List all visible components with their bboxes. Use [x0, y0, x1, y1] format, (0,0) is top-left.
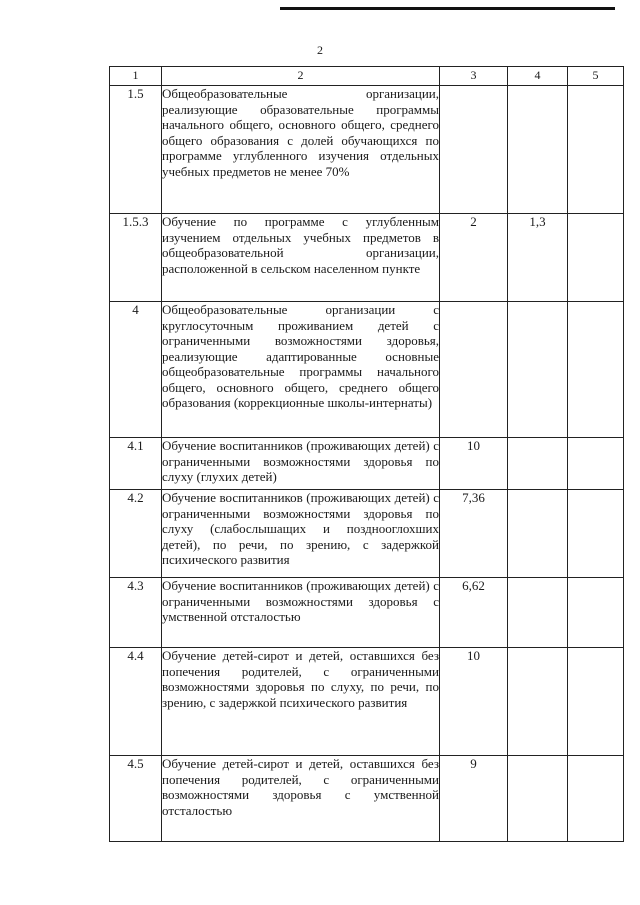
header-cell: 4	[508, 67, 568, 86]
top-rule	[280, 7, 615, 10]
table-row	[110, 648, 624, 756]
row-number: 1.5.3	[110, 214, 162, 302]
row-description: Обучение детей-сирот и детей, оставшихся без попечения родителей, с ограниченными возможностями здоровья с умственной отсталостью	[162, 756, 440, 842]
row-value-3: 9	[440, 756, 508, 842]
row-value-4	[508, 756, 568, 842]
row-description: Общеобразовательные организации с круглосуточным проживанием детей с ограниченными возможностями здоровья, реализующие адаптированные основные общеобразовательные программы начального общего, основного общего, среднего общего образования (коррекционные школы-интернаты)	[162, 302, 440, 438]
header-cell: 2	[162, 67, 440, 86]
table-row	[110, 302, 624, 438]
row-value-3: 7,36	[440, 490, 508, 578]
row-number: 4.2	[110, 490, 162, 578]
row-description: Обучение по программе с углубленным изучением отдельных учебных предметов в общеобразовательной организации, расположенной в сельском населенном пункте	[162, 214, 440, 302]
row-number: 4.4	[110, 648, 162, 756]
row-value-4	[508, 648, 568, 756]
row-value-4	[508, 490, 568, 578]
row-number: 4.3	[110, 578, 162, 648]
page-number: 2	[317, 43, 323, 57]
row-description: Обучение детей-сирот и детей, оставшихся без попечения родителей, с ограниченными возможностями здоровья по слуху, по речи, по зрению, с задержкой психического развития	[162, 648, 440, 756]
row-number: 4.1	[110, 438, 162, 490]
table-row	[110, 438, 624, 490]
header-cell: 1	[110, 67, 162, 86]
row-value-5	[568, 86, 624, 214]
table-row	[110, 756, 624, 842]
row-value-5	[568, 302, 624, 438]
data-table	[109, 66, 624, 842]
row-value-3: 10	[440, 648, 508, 756]
row-description: Обучение воспитанников (проживающих детей) с ограниченными возможностями здоровья с умственной отсталостью	[162, 578, 440, 648]
row-number: 4	[110, 302, 162, 438]
table-row	[110, 86, 624, 214]
row-value-3	[440, 302, 508, 438]
table-row	[110, 578, 624, 648]
row-value-4: 1,3	[508, 214, 568, 302]
row-value-5	[568, 756, 624, 842]
row-description: Обучение воспитанников (проживающих детей) с ограниченными возможностями здоровья по слуху (слабослышащих и позднооглохших детей), по речи, по зрению, с задержкой психического развития	[162, 490, 440, 578]
table-row	[110, 214, 624, 302]
row-value-5	[568, 438, 624, 490]
header-cell: 3	[440, 67, 508, 86]
row-value-5	[568, 490, 624, 578]
row-value-3: 10	[440, 438, 508, 490]
table-header-row	[110, 67, 624, 86]
header-cell: 5	[568, 67, 624, 86]
table-row	[110, 490, 624, 578]
row-value-3: 6,62	[440, 578, 508, 648]
row-number: 1.5	[110, 86, 162, 214]
row-number: 4.5	[110, 756, 162, 842]
row-value-4	[508, 578, 568, 648]
row-description: Обучение воспитанников (проживающих детей) с ограниченными возможностями здоровья по слуху (глухих детей)	[162, 438, 440, 490]
row-value-4	[508, 302, 568, 438]
row-value-4	[508, 86, 568, 214]
row-value-5	[568, 214, 624, 302]
row-value-5	[568, 648, 624, 756]
row-description: Общеобразовательные организации, реализующие образовательные программы начального общего, основного общего, среднего общего образования с долей обучающихся по программе углубленного изучения отдельных учебных предметов не менее 70%	[162, 86, 440, 214]
row-value-3	[440, 86, 508, 214]
row-value-5	[568, 578, 624, 648]
row-value-3: 2	[440, 214, 508, 302]
row-value-4	[508, 438, 568, 490]
